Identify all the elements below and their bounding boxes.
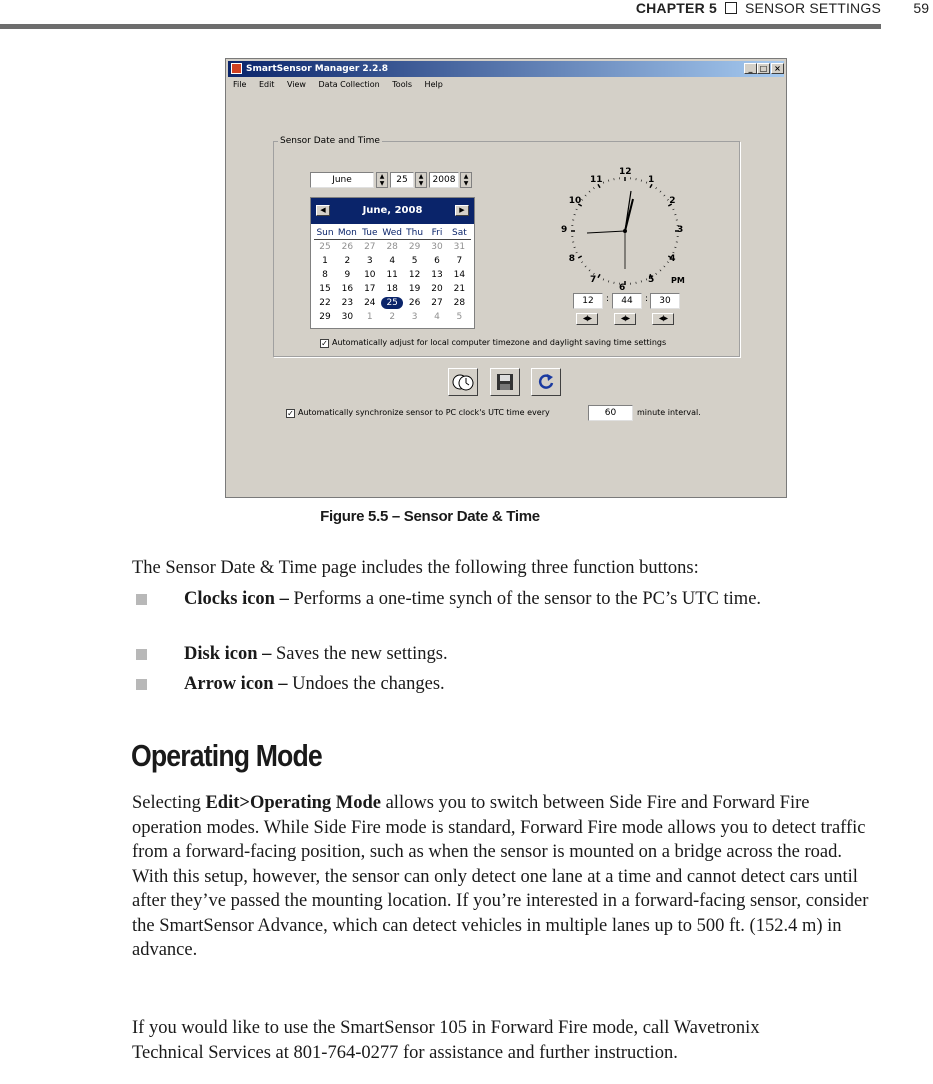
- calendar-day[interactable]: 28: [453, 298, 466, 308]
- weekday-label: Fri: [431, 228, 443, 238]
- calendar-day[interactable]: 30: [341, 312, 354, 322]
- calendar-day-selected[interactable]: 25: [381, 297, 403, 309]
- close-icon[interactable]: ×: [771, 63, 784, 74]
- clock-numeral: 7: [590, 275, 597, 286]
- bullet-term: Clocks icon –: [184, 589, 289, 609]
- window-title: SmartSensor Manager 2.2.8: [246, 64, 389, 74]
- bullet-term: Arrow icon –: [184, 674, 288, 694]
- weekday-label: Sat: [452, 228, 467, 238]
- header-box-icon: [725, 2, 737, 14]
- weekday-label: Thu: [406, 228, 424, 238]
- weekday-label: Wed: [382, 228, 402, 238]
- second-field[interactable]: 30: [650, 293, 680, 309]
- menu-data-collection[interactable]: Data Collection: [318, 80, 380, 89]
- calendar-day[interactable]: 19: [408, 284, 421, 294]
- clock-numeral: 5: [648, 275, 655, 286]
- calendar-day[interactable]: 1: [322, 256, 328, 266]
- month-field[interactable]: June: [310, 172, 374, 188]
- second-adjust-icon[interactable]: ◀|▶: [652, 313, 674, 325]
- calendar-day[interactable]: 16: [341, 284, 354, 294]
- undo-button[interactable]: [531, 368, 561, 396]
- sync-checkbox[interactable]: ✓: [287, 409, 294, 418]
- calendar-day[interactable]: 25: [319, 242, 331, 252]
- calendar-day[interactable]: 5: [411, 256, 418, 266]
- maximize-icon[interactable]: □: [757, 63, 770, 74]
- calendar-day[interactable]: 3: [411, 312, 418, 322]
- bullet-icon: [136, 649, 147, 660]
- clock-numeral: 4: [669, 254, 676, 264]
- calendar-day[interactable]: 30: [431, 242, 443, 252]
- year-spinner[interactable]: ▲ ▼: [460, 172, 472, 188]
- calendar-day[interactable]: 22: [319, 298, 331, 308]
- sync-interval-field[interactable]: 60: [588, 405, 633, 421]
- calendar-day[interactable]: 24: [364, 298, 376, 308]
- sync-suffix: minute interval.: [637, 408, 701, 417]
- calendar-day[interactable]: 7: [456, 256, 463, 266]
- clock-numeral: 9: [561, 225, 568, 235]
- bullet-icon: [136, 594, 147, 605]
- calendar-day[interactable]: 14: [453, 270, 466, 280]
- bullet-desc: Undoes the changes.: [287, 674, 445, 694]
- calendar-day[interactable]: 9: [344, 270, 351, 280]
- weekday-label: Sun: [316, 228, 334, 238]
- para1-post: allows you to switch between Side Fire and Forward Fire operation modes. While Side Fire mode is standard, Forward Fire mode allows you to detect traffic from a forward-facing position, such as when the sensor is mounted on a bridge across the road. With this setup, however, the sensor can only detect one lane at a time and cannot detect cars until after they’ve passed the mounting location. If you’re interested in a forward-facing sensor, consider the SmartSensor Advance, which can detect vehicles in multiple lanes up to 500 ft. (152.4 m) in advance.: [132, 793, 869, 960]
- figure-caption: Figure 5.5 – Sensor Date & Time: [320, 508, 540, 525]
- calendar-day[interactable]: 5: [456, 312, 463, 322]
- menu-tools[interactable]: Tools: [392, 80, 412, 89]
- clock-numeral: 2: [669, 196, 676, 206]
- calendar-header: [311, 198, 474, 224]
- bullet-desc: Saves the new settings.: [271, 644, 448, 664]
- calendar-day[interactable]: 1: [366, 312, 373, 322]
- menu-help[interactable]: Help: [424, 80, 443, 89]
- calendar-day[interactable]: 11: [386, 270, 398, 280]
- app-icon: [231, 63, 242, 74]
- clocks-sync-button[interactable]: [448, 368, 478, 396]
- calendar-day[interactable]: 21: [453, 284, 466, 294]
- sync-label: Automatically synchronize sensor to PC clock's UTC time every: [298, 408, 550, 417]
- section-heading: Operating Mode: [131, 738, 322, 773]
- calendar-day[interactable]: 18: [386, 284, 398, 294]
- ampm-label: PM: [671, 276, 685, 285]
- calendar-day[interactable]: 3: [366, 256, 373, 266]
- time-separator: :: [606, 294, 610, 304]
- title-bar: [228, 61, 784, 77]
- bullet-item: [184, 642, 864, 667]
- day-spinner[interactable]: ▲ ▼: [415, 172, 427, 188]
- save-button[interactable]: [490, 368, 520, 396]
- arrow-icon: [532, 369, 560, 395]
- calendar-title: June, 2008: [362, 205, 423, 216]
- calendar-day[interactable]: 29: [319, 312, 331, 322]
- running-header: [636, 0, 881, 16]
- menu-view[interactable]: View: [286, 80, 306, 89]
- clock-numbers: [561, 167, 685, 293]
- clocks-icon: [449, 369, 477, 395]
- bullet-item: [184, 587, 864, 612]
- menu-file[interactable]: File: [233, 80, 247, 89]
- calendar-day[interactable]: 2: [344, 256, 351, 266]
- minute-adjust-icon[interactable]: ◀|▶: [614, 313, 636, 325]
- clock-numeral: 3: [677, 225, 684, 235]
- calendar-day[interactable]: 4: [389, 256, 396, 266]
- calendar-day[interactable]: 27: [431, 298, 443, 308]
- menu-path: Edit>Operating Mode: [205, 793, 381, 813]
- calendar-day[interactable]: 26: [408, 298, 421, 308]
- bullet-desc: Performs a one-time synch of the sensor to the PC’s UTC time.: [288, 589, 762, 609]
- calendar-day[interactable]: 10: [364, 270, 376, 280]
- auto-adjust-checkbox[interactable]: ✓: [321, 339, 328, 348]
- calendar-day[interactable]: 4: [434, 312, 440, 322]
- section-label: SENSOR SETTINGS: [744, 0, 881, 16]
- clock-numeral: 8: [568, 254, 576, 264]
- calendar-day[interactable]: 13: [431, 270, 443, 280]
- menu-bar: [228, 78, 448, 92]
- weekday-row: [314, 227, 471, 240]
- day-field[interactable]: 25: [390, 172, 414, 188]
- calendar-day[interactable]: 26: [341, 242, 354, 252]
- hour-adjust-icon[interactable]: ◀|▶: [576, 313, 598, 325]
- bullet-term: Disk icon –: [184, 644, 272, 664]
- para1-pre: Selecting: [132, 793, 206, 813]
- chapter-label: CHAPTER 5: [635, 0, 717, 16]
- contact-paragraph: If you would like to use the SmartSensor 105 in Forward Fire mode, call Wavetronix Technical Services at 801-764-0277 for assistance and further instruction.: [132, 1018, 760, 1063]
- clock-numeral: 10: [568, 196, 582, 206]
- calendar-day[interactable]: 20: [431, 284, 443, 294]
- clock-numeral: 1: [648, 174, 655, 185]
- bullet-icon: [136, 679, 147, 690]
- menu-edit[interactable]: Edit: [258, 80, 275, 89]
- calendar-day[interactable]: 17: [364, 284, 376, 294]
- calendar-day[interactable]: 15: [319, 284, 331, 294]
- calendar-day[interactable]: 2: [389, 312, 396, 322]
- calendar-day[interactable]: 12: [408, 270, 421, 280]
- weekday-label: Tue: [362, 228, 378, 238]
- month-calendar: [310, 197, 475, 329]
- next-month-icon[interactable]: ▶: [455, 205, 469, 216]
- weekday-label: Mon: [337, 228, 357, 238]
- operating-mode-paragraph: [132, 791, 880, 963]
- prev-month-icon[interactable]: ◀: [316, 205, 330, 216]
- minute-field[interactable]: 44: [612, 293, 642, 309]
- bullet-item: [184, 672, 864, 697]
- intro-paragraph: The Sensor Date & Time page includes the following three function buttons:: [132, 558, 699, 578]
- clock-numeral: 6: [619, 283, 626, 293]
- minimize-icon[interactable]: _: [744, 63, 757, 74]
- time-separator: :: [645, 294, 649, 304]
- clock-numeral: 12: [619, 167, 632, 177]
- calendar-day[interactable]: 27: [364, 242, 376, 252]
- calendar-day[interactable]: 23: [341, 298, 354, 308]
- month-spinner[interactable]: ▲ ▼: [376, 172, 388, 188]
- header-rule: [0, 24, 881, 29]
- group-label: Sensor Date and Time: [280, 136, 380, 146]
- calendar-day[interactable]: 31: [453, 242, 466, 252]
- calendar-day[interactable]: 29: [408, 242, 421, 252]
- year-field[interactable]: 2008: [429, 172, 459, 188]
- calendar-day[interactable]: 28: [386, 242, 398, 252]
- auto-adjust-label: Automatically adjust for local computer timezone and daylight saving time settings: [332, 338, 667, 347]
- clock-numeral: 11: [590, 174, 603, 185]
- screenshot-window: [225, 58, 787, 498]
- hour-field[interactable]: 12: [573, 293, 603, 309]
- calendar-day[interactable]: 8: [322, 270, 328, 280]
- page-number: 59: [913, 0, 929, 16]
- disk-icon: [491, 369, 519, 395]
- calendar-day[interactable]: 6: [434, 256, 440, 266]
